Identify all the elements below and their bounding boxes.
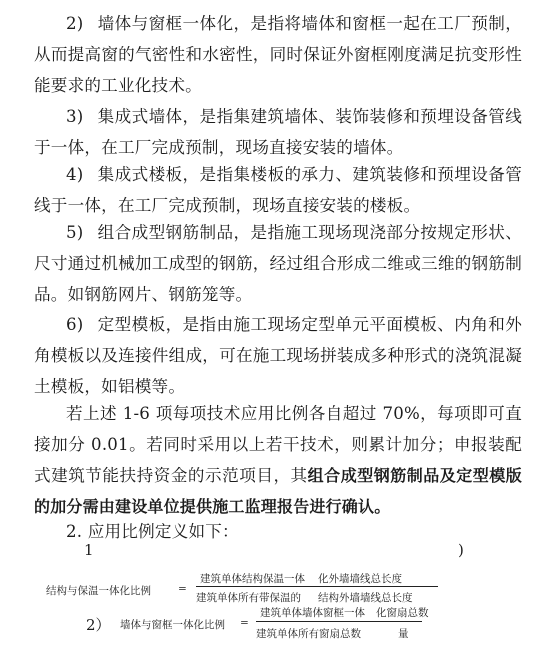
formula-1-fraction-bar: [196, 586, 438, 587]
item-text: ，是指集建筑墙体、装饰装修和预埋设备管线于一体，在工厂完成预制，现场直接安装的墙体。: [34, 107, 523, 157]
summary-paragraph: [34, 398, 522, 522]
formula-1-numerator-a: 建筑单体结构保温一体: [200, 573, 305, 585]
formula-1-denominator: 建筑单体所有带保温的: [196, 592, 301, 604]
summary-text: 若上述 1-6 项每项技术应用比例各自超过 70%，每项即可直接加分 0.01。若同时采用以上若干技术，则累计加分；申报装配式建筑节能扶持资金的示范项目，其: [34, 404, 522, 485]
item-2: [34, 8, 522, 101]
item-term: 定型模板: [97, 315, 166, 334]
item-term: 集成式楼板: [97, 165, 183, 184]
item-number: 2): [66, 14, 84, 33]
item-5: [34, 217, 522, 310]
formula-1-label: 结构与保温一体化比例: [46, 585, 151, 597]
summary-bold-text: 组合成型钢筋制品及定型模版的加分需由建设单位提供施工监理报告进行确认。: [34, 466, 522, 516]
item-number: 5): [66, 223, 84, 242]
formula-2-equals: =: [240, 617, 249, 629]
item-text: ，是指集楼板的承力、建筑装修和预埋设备管线于一体，在工厂完成预制，现场直接安装的楼板。: [34, 165, 523, 215]
item-3: [34, 101, 522, 163]
formula-2-numerator-b: 化窗扇总数: [376, 607, 429, 619]
item-4: [34, 159, 522, 221]
item-term: 组合成型钢筋制品: [97, 223, 234, 242]
item-term: 墙体与窗框一体化: [97, 14, 234, 33]
formula-2-denominator-b: 量: [398, 628, 409, 640]
formula-1-number: 1: [84, 541, 94, 559]
section-heading: [66, 516, 466, 547]
formula-1-denominator-b: 结构外墙墙线总长度: [318, 592, 413, 604]
item-term: 集成式墙体: [97, 107, 183, 126]
item-number: 4): [66, 165, 84, 184]
formula-1-numerator-b: 化外墙墙线总长度: [318, 573, 402, 585]
item-text: ，是指将墙体和窗框一起在工厂预制，从而提高窗的气密性和水密性，同时保证外窗框刚度满足抗变形性能要求的工业化技术。: [34, 14, 522, 95]
item-text: ，是指施工现场现浇部分按规定形状、尺寸通过机械加工成型的钢筋，经过组合形成二维或三维的钢筋制品。如钢筋网片、钢筋笼等。: [34, 223, 522, 304]
formula-2-fraction-bar: [256, 621, 422, 622]
formula-2-numerator-a: 建筑单体墙体窗框一体: [260, 607, 365, 619]
item-6: [34, 309, 522, 402]
item-number: 6): [66, 315, 84, 334]
item-text: ，是指由施工现场定型单元平面模板、内角和外角模板以及连接件组成，可在施工现场拼装成多种形式的浇筑混凝土模板，如铝模等。: [34, 315, 522, 396]
formula-1-close-paren: ): [458, 541, 464, 559]
formula-2-label: 墙体与窗框一体化比例: [120, 619, 225, 631]
section-label: 2. 应用比例定义如下：: [66, 522, 239, 541]
item-number: 3): [66, 107, 84, 126]
formula-2-denominator: 建筑单体所有窗扇总数: [256, 628, 361, 640]
formula-2-number: 2）: [86, 616, 111, 634]
formula-1-equals: =: [178, 583, 187, 595]
